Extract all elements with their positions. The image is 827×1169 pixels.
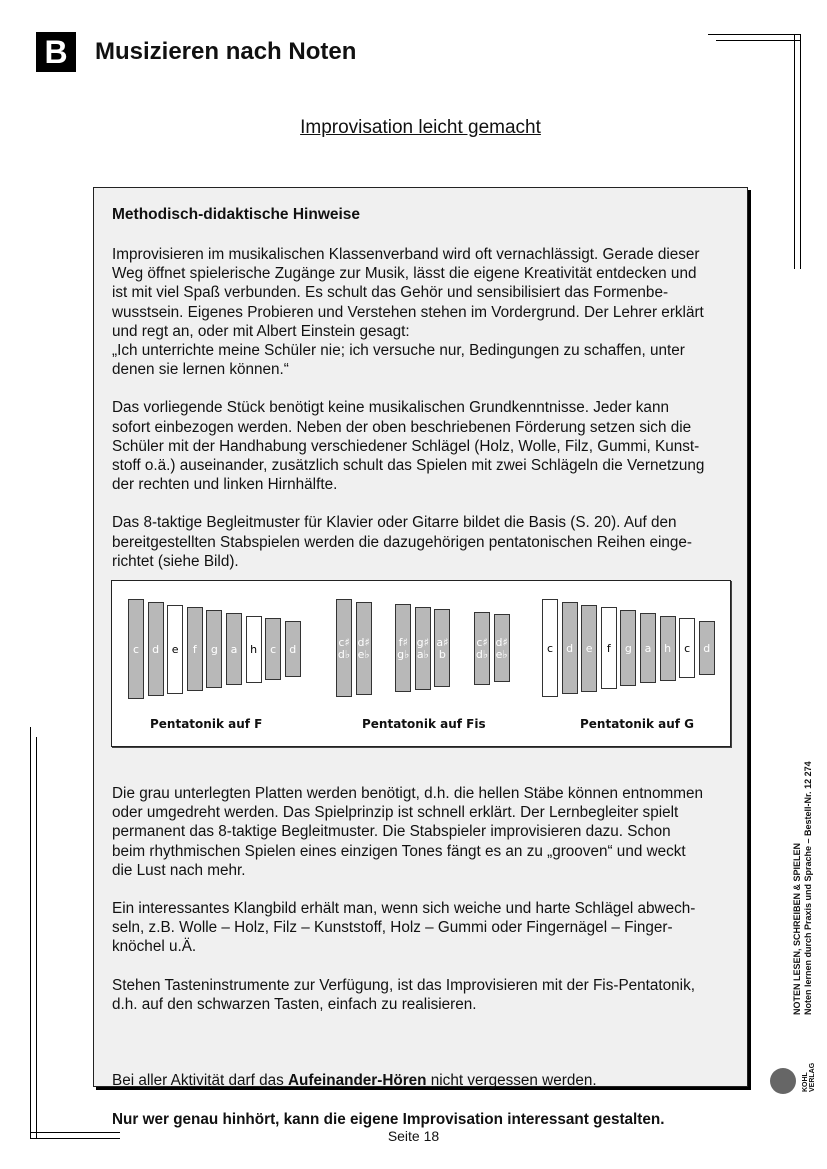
bar-label: c♯ bbox=[476, 636, 488, 649]
bar-label: g♯ bbox=[416, 636, 429, 649]
paragraph-pattern: Das 8-taktige Begleitmuster für Klavier oder Gitarre bildet die Basis (S. 20). Auf den bereitgestellten Stabspielen werden die dazugehörigen pentatonischen Reihen einge- richtet (siehe Bild). bbox=[112, 514, 692, 570]
bar-label: c bbox=[546, 642, 554, 655]
xylophone-bar bbox=[474, 612, 490, 685]
final-text-pre: Bei aller Aktivität darf das bbox=[112, 1072, 288, 1090]
bar-label: h bbox=[664, 642, 672, 655]
bar-label: h bbox=[250, 643, 258, 656]
bar-label: a♭ bbox=[416, 648, 429, 661]
xylophone-bar bbox=[640, 613, 656, 684]
xylophone-bar bbox=[434, 609, 450, 687]
publisher-logo-icon bbox=[770, 1068, 796, 1094]
xylophone-bar bbox=[562, 602, 578, 695]
bar-label: d♭ bbox=[475, 648, 489, 661]
bar-label: a bbox=[644, 642, 652, 655]
page-subtitle: Improvisation leicht gemacht bbox=[300, 117, 541, 138]
xylophone-bar bbox=[415, 607, 431, 690]
bar-label: e♭ bbox=[495, 648, 508, 661]
bar-label: c bbox=[684, 642, 691, 655]
paragraph-mallets: Ein interessantes Klangbild erhält man, wenn sich weiche und harte Schlägel abwech- seln, z.B. Wolle – Holz, Filz – Kunststoff, Holz – Gummi oder Fingernägel – Finger- knöchel u.Ä. bbox=[112, 900, 696, 956]
bar-label: e bbox=[171, 643, 179, 656]
paragraph-final bbox=[112, 1052, 732, 1129]
bar-label: a♯ bbox=[436, 636, 449, 649]
paragraph-keyboard: Stehen Tasteninstrumente zur Verfügung, ist das Improvisieren mit der Fis-Pentatonik, d.h. auf den schwarzen Tasten, einfach zu realisieren. bbox=[112, 976, 695, 1013]
xylophone-bar bbox=[679, 618, 695, 678]
bar-label: g bbox=[624, 642, 632, 655]
bar-label: c bbox=[270, 643, 277, 656]
xylophone-bar bbox=[167, 605, 183, 694]
xylophone-bar bbox=[699, 621, 715, 675]
publisher-name: KOHL VERLAG bbox=[802, 1062, 816, 1092]
bar-label: a bbox=[230, 643, 238, 656]
bar-label: f bbox=[192, 643, 197, 656]
bar-label: d♯ bbox=[495, 636, 508, 649]
xylophone-bar bbox=[265, 618, 281, 680]
xylophone-bar bbox=[395, 604, 411, 692]
hints-heading: Methodisch-didaktische Hinweise bbox=[112, 206, 361, 223]
bar-label: d bbox=[566, 642, 574, 655]
pentatonic-figure bbox=[111, 580, 731, 747]
side-info bbox=[792, 715, 814, 1015]
chapter-badge: B bbox=[36, 32, 76, 72]
bar-label: e♭ bbox=[357, 648, 370, 661]
bar-label: d bbox=[152, 643, 160, 656]
bar-label: c♯ bbox=[338, 636, 350, 649]
xylophone-bar bbox=[494, 614, 510, 682]
bar-label: g bbox=[210, 643, 218, 656]
bar-label: f bbox=[606, 642, 611, 655]
bar-label: e bbox=[585, 642, 593, 655]
bar-label: d♯ bbox=[357, 636, 370, 649]
bar-label: d♭ bbox=[337, 648, 351, 661]
paragraph-intro: Improvisieren im musikalischen Klassenverband wird oft vernachlässigt. Gerade dieser Weg öffnet spielerische Zugänge zur Musik, lässt die eigene Kreativität entdecken und ist mit viel Spaß verbunden. Es schult das Gehör und sensibilisiert das Formenbe- wusstsein. Eigenes Probieren und Verstehen stehen im Vordergrund. Der Lehrer erklärt und regt an, oder mit Albert Einstein gesagt: „Ich unterrichte meine Schüler nie; ich versuche nur, Bedingungen zu schaffen, unter denen sie lernen können.“ bbox=[112, 246, 704, 379]
paragraph-play-principle: Die grau unterlegten Platten werden benötigt, d.h. die hellen Stäbe können entnommen oder umgedreht werden. Das Spielprinzip ist schnell erklärt. Der Lernbegleiter spielt permanent das 8-taktige Begleitmuster. Die Stabspieler improvisieren dazu. Schon beim rhythmischen Spielen eines einzigen Tones fängt es an zu „grooven“ und weckt die Lust nach mehr. bbox=[112, 785, 704, 879]
xylophone-bar bbox=[285, 621, 301, 677]
scale-caption: Pentatonik auf F bbox=[150, 717, 263, 731]
xylophone-bar bbox=[187, 607, 203, 691]
bar-label: c bbox=[132, 643, 140, 656]
xylophone-bar bbox=[660, 616, 676, 681]
chapter-title: Musizieren nach Noten bbox=[95, 38, 357, 65]
xylophone-bar bbox=[336, 599, 352, 697]
xylophone-bar bbox=[226, 613, 242, 686]
bar-label: d bbox=[289, 643, 297, 656]
side-book-info: Noten lernen durch Praxis und Sprache – Bestell-Nr. 12 274 bbox=[803, 761, 813, 1015]
bar-label: b bbox=[438, 648, 446, 661]
final-text-bold: Aufeinander-Hören bbox=[288, 1072, 427, 1090]
scale-caption: Pentatonik auf G bbox=[580, 717, 694, 731]
xylophone-bar bbox=[620, 610, 636, 686]
bar-label: g♭ bbox=[397, 648, 410, 661]
bar-label: d bbox=[703, 642, 711, 655]
side-series-title: NOTEN LESEN, SCHREIBEN & SPIELEN bbox=[792, 842, 802, 1015]
xylophone-bar bbox=[246, 616, 262, 683]
final-text-post: nicht vergessen werden. bbox=[426, 1072, 597, 1090]
xylophone-bar bbox=[542, 599, 558, 697]
final-text-line2: Nur wer genau hinhört, kann die eigene Improvisation interessant gestalten. bbox=[112, 1110, 665, 1128]
xylophone-bar bbox=[128, 599, 144, 699]
xylophone-bar bbox=[356, 602, 372, 695]
page-number: Seite 18 bbox=[387, 1128, 440, 1144]
xylophone-bar bbox=[581, 605, 597, 692]
xylophone-bar bbox=[601, 607, 617, 689]
xylophone-bar bbox=[206, 610, 222, 688]
paragraph-piece: Das vorliegende Stück benötigt keine musikalischen Grundkenntnisse. Jeder kann sofort einbezogen werden. Neben der oben beschriebenen Förderung setzen sich die Schüler mit der Handhabung verschiedener Schlägel (Holz, Wolle, Filz, Gummi, Kunst- stoff o.ä.) auseinander, zusätzlich schult das Spielen mit zwei Schlägeln die Vernetzung der rechten und linken Hirnhälfte. bbox=[112, 399, 705, 494]
bar-label: f♯ bbox=[398, 636, 408, 649]
xylophone-bar bbox=[148, 602, 164, 697]
scale-caption: Pentatonik auf Fis bbox=[362, 717, 486, 731]
